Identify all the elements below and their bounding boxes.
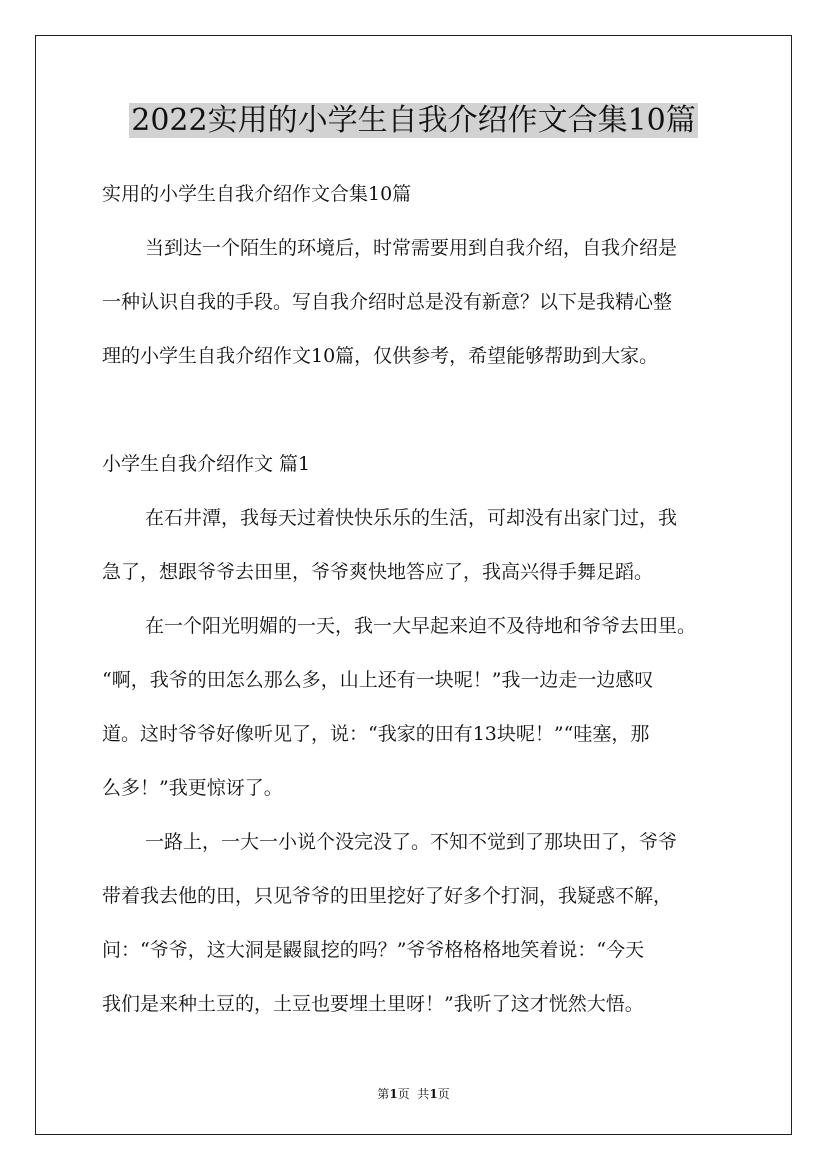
section-heading: 小学生自我介绍作文 篇1	[102, 453, 311, 475]
paragraph-line: 当到达一个陌生的环境后，时常需要用到自我介绍，自我介绍是	[145, 237, 678, 259]
paragraph-line: 理的小学生自我介绍作文10篇，仅供参考，希望能够帮助到大家。	[102, 345, 659, 367]
paragraph-line: 一种认识自我的手段。写自我介绍时总是没有新意？以下是我精心整	[102, 291, 673, 313]
document-title-text: 2022实用的小学生自我介绍作文合集10篇	[131, 103, 696, 138]
paragraph-line: 我们是来种土豆的，土豆也要埋土里呀！”我听了这才恍然大悟。	[102, 993, 644, 1015]
paragraph-line: 急了，想跟爷爷去田里，爷爷爽快地答应了，我高兴得手舞足蹈。	[102, 561, 654, 583]
page-footer	[0, 1086, 827, 1102]
paragraph-line: 带着我去他的田，只见爷爷的田里挖好了好多个打洞，我疑惑不解，	[102, 885, 673, 907]
paragraph-line: 道。这时爷爷好像听见了，说：“我家的田有13块呢！”“哇塞，那	[102, 723, 650, 745]
paragraph-line: “啊，我爷的田怎么那么多，山上还有一块呢！”我一边走一边感叹	[102, 669, 654, 691]
subtitle-line: 实用的小学生自我介绍作文合集10篇	[102, 183, 412, 205]
document-title	[0, 100, 827, 142]
paragraph-line: 问：“爷爷，这大洞是鼹鼠挖的吗？”爷爷格格格地笑着说：“今天	[102, 939, 645, 961]
footer-page-total: 1	[429, 1087, 438, 1101]
paragraph-line: 在石井潭，我每天过着快快乐乐的生活，可却没有出家门过，我	[145, 507, 678, 529]
footer-page-suffix: 页	[437, 1087, 450, 1101]
paragraph-line: 么多！”我更惊讶了。	[102, 777, 283, 799]
footer-page-number: 1	[389, 1087, 398, 1101]
paragraph-line: 在一个阳光明媚的一天，我一大早起来迫不及待地和爷爷去田里。	[145, 615, 697, 637]
paragraph-line: 一路上，一大一小说个没完没了。不知不觉到了那块田了，爷爷	[145, 831, 678, 853]
footer-page-prefix: 第	[377, 1087, 390, 1101]
footer-page-mid: 页 共	[397, 1087, 430, 1101]
